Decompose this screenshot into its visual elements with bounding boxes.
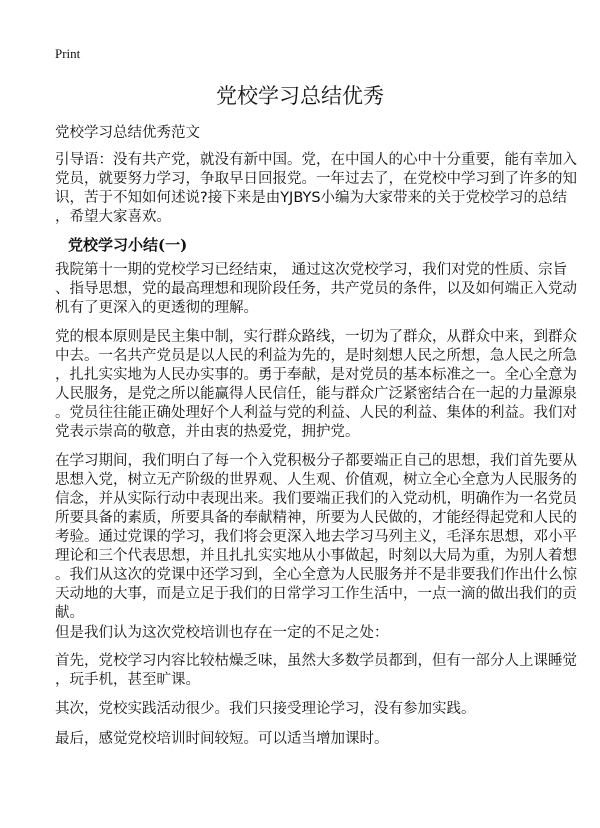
- text-line: 党员，就要努力学习，争取早日回报党。一年过去了，在党校中学习到了许多的知: [55, 171, 577, 187]
- page-title: 党校学习总结优秀: [216, 84, 384, 108]
- text-line: 在学习期间，我们明白了每一个入党积极分子都要端正自己的思想，我们首先要从: [55, 453, 577, 469]
- text-line: ，希望大家喜欢。: [55, 209, 171, 225]
- text-line: 、指导思想，党的最高理想和现阶段任务，共产党员的条件，以及如何端正入党动: [55, 281, 577, 297]
- text-line: 考验。通过党课的学习，我们将会更深入地去学习马列主义，毛泽东思想，邓小平: [55, 529, 577, 545]
- text-line: 。党员往往能正确处理好个人利益与党的利益、人民的利益、集体的利益。我们对: [55, 405, 577, 421]
- text-line: ，扎扎实实地为人民办实事的。勇于奉献，是对党员的基本标准之一。全心全意为: [55, 367, 577, 383]
- text-line: 党表示崇高的敬意，并由衷的热爱党，拥护党。: [55, 424, 360, 440]
- section-heading: 党校学习小结(一): [68, 236, 188, 254]
- text-line: 党的根本原则是民主集中制，实行群众路线，一切为了群众，从群众中来，到群众: [55, 329, 577, 345]
- paragraph-1: [55, 261, 577, 318]
- text-line: 中去。一名共产党员是以人民的利益为先的，是时刻想人民之所想，急人民之所急: [55, 348, 577, 364]
- text-line: 首先，党校学习内容比较枯燥乏味，虽然大多数学员都到，但有一部分人上课睡觉: [55, 653, 577, 669]
- text-line: 天动地的大事，而是立足于我们的日常学习工作生活中，一点一滴的做出我们的贡: [55, 586, 577, 602]
- text-line: 理论和三个代表思想，并且扎扎实实地从小事做起，时刻以大局为重，为别人着想: [55, 548, 577, 564]
- text-line: 。我们从这次的党课中还学习到，全心全意为人民服务并不是非要我们作出什么惊: [55, 567, 577, 583]
- text-line: ，玩手机，甚至旷课。: [55, 672, 200, 688]
- print-link[interactable]: Print: [55, 46, 81, 61]
- text-line: 所要具备的素质，所要具备的奉献精神，所要为人民做的，才能经得起党和人民的: [55, 510, 577, 526]
- text-line: 引导语：没有共产党，就没有新中国。党，在中国人的心中十分重要，能有幸加入: [55, 152, 577, 168]
- text-line: 人民服务，是党之所以能赢得人民信任，能与群众广泛紧密结合在一起的力量源泉: [55, 386, 577, 402]
- paragraph-3: [55, 452, 577, 623]
- text-line: 其次，党校实践活动很少。我们只接受理论学习，没有参加实践。: [55, 701, 476, 717]
- text-line: 信念，并从实际行动中表现出来。我们要端正我们的入党动机，明确作为一名党员: [55, 491, 577, 507]
- text-line: 但是我们认为这次党校培训也存在一定的不足之处：: [55, 625, 389, 641]
- intro-paragraph: [55, 151, 577, 227]
- paragraph-4: [55, 624, 389, 643]
- text-line: 献。: [55, 605, 84, 621]
- text-line: 思想入党，树立无产阶级的世界观、人生观、价值观，树立全心全意为人民服务的: [55, 472, 577, 488]
- text-line: 最后，感觉党校培训时间较短。可以适当增加课时。: [55, 731, 389, 747]
- subtitle: 党校学习总结优秀范文: [55, 125, 200, 141]
- paragraph-5: [55, 652, 577, 690]
- text-line: 识，苦于不知如何述说?接下来是由YJBYS小编为大家带来的关于党校学习的总结: [55, 190, 568, 206]
- paragraph-2: [55, 328, 577, 442]
- paragraph-6: [55, 700, 476, 719]
- paragraph-7: [55, 730, 389, 749]
- text-line: 机有了更深入的更透彻的理解。: [55, 300, 258, 316]
- text-line: 我院第十一期的党校学习已经结束， 通过这次党校学习，我们对党的性质、宗旨: [55, 262, 568, 278]
